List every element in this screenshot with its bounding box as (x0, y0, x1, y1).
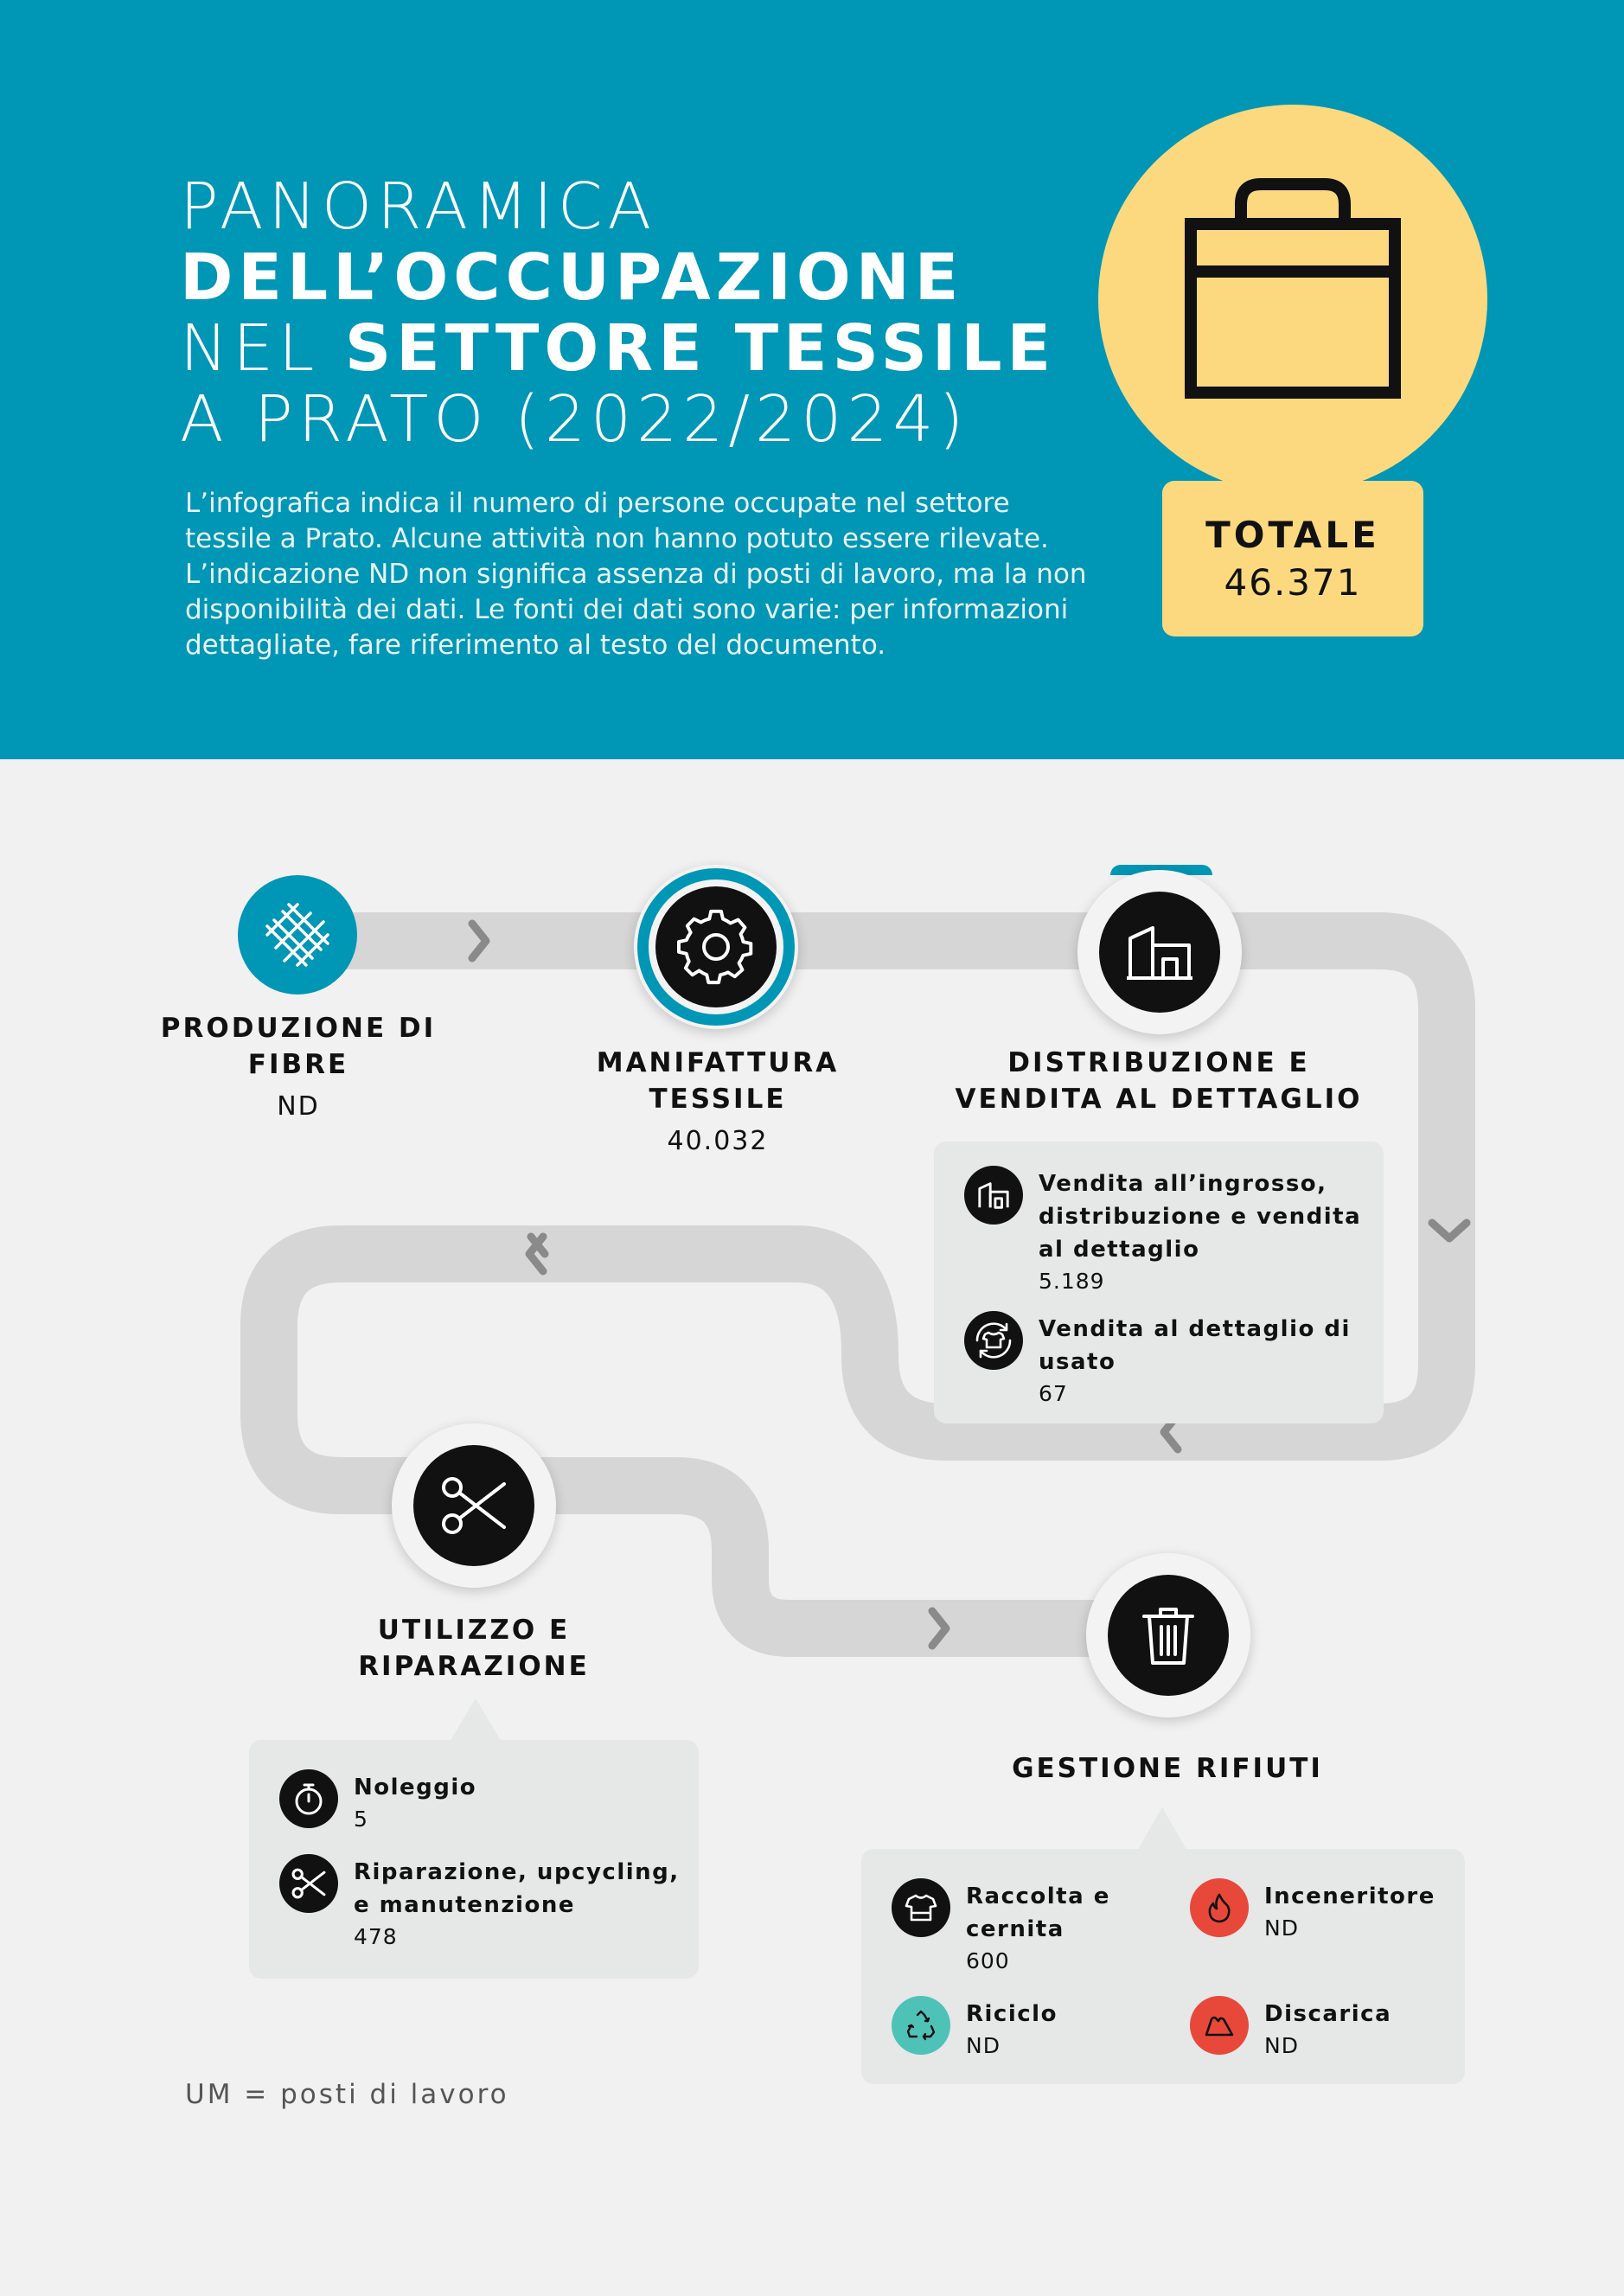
stage-manifattura-value: 40.032 (667, 1126, 769, 1156)
stage-distribuzione-label-line: VENDITA AL DETTAGLIO (955, 1084, 1363, 1115)
distribuzione-item-text (1039, 1167, 1367, 1297)
item-value: 478 (354, 1924, 398, 1949)
flame-icon (1190, 1878, 1249, 1937)
rifiuti-item-text (966, 1998, 1173, 2062)
item-value: 67 (1039, 1381, 1068, 1406)
stage-distribuzione-label (934, 1045, 1384, 1117)
item-label: distribuzione e vendita (1039, 1204, 1362, 1230)
item-label: Vendita all’ingrosso, (1039, 1171, 1327, 1197)
title-line-2: DELL’OCCUPAZIONE (180, 240, 964, 315)
distribuzione-card (934, 1142, 1384, 1423)
item-label: usato (1039, 1349, 1116, 1375)
rifiuti-item-text (1264, 1880, 1463, 1944)
utilizzo-item-text (354, 1771, 682, 1835)
rifiuti-item-text (966, 1880, 1173, 1977)
shirt-collect-icon (892, 1878, 950, 1937)
rifiuti-card (861, 1849, 1465, 2084)
item-label: Vendita al dettaglio di (1039, 1316, 1351, 1342)
stage-fibre-value: ND (277, 1091, 320, 1122)
item-value: 5.189 (1039, 1269, 1105, 1294)
stage-utilizzo-node (392, 1423, 556, 1588)
title-line-3-bold: SETTORE TESSILE (344, 311, 1057, 386)
item-value: ND (966, 2033, 1001, 2058)
item-label: Inceneritore (1264, 1883, 1435, 1909)
store-buildings-icon (1123, 916, 1196, 988)
title-line-1: PANORAMICA (180, 169, 657, 244)
scissors-icon (437, 1468, 511, 1543)
title-line-4: A PRATO (2022/2024) (180, 382, 969, 457)
recycle-icon (892, 1996, 950, 2055)
callout-pointer (450, 1698, 502, 1742)
stage-utilizzo-label-line: RIPARAZIONE (358, 1651, 590, 1682)
item-label: Noleggio (354, 1775, 477, 1800)
item-label: Raccolta e (966, 1883, 1110, 1909)
stage-fibre-label-line: PRODUZIONE DI (160, 1013, 437, 1044)
stage-manifattura-inner (655, 886, 777, 1007)
item-value: 600 (966, 1948, 1010, 1973)
stopwatch-icon (279, 1769, 338, 1828)
stage-distribuzione-inner (1099, 892, 1220, 1013)
distribuzione-item-text (1039, 1313, 1367, 1410)
stage-rifiuti-node (1086, 1553, 1250, 1717)
title-line-3-light: NEL (180, 311, 345, 386)
item-label: Riparazione, upcycling, (354, 1859, 680, 1885)
item-label: cernita (966, 1916, 1065, 1942)
store-buildings-icon (964, 1166, 1023, 1225)
intro-line: L’indicazione ND non significa assenza di posti di lavoro, ma la non (185, 559, 1087, 590)
stage-manifattura-node (634, 865, 798, 1029)
landfill-icon (1190, 1996, 1249, 2055)
item-label: e manutenzione (354, 1892, 575, 1918)
stage-utilizzo-label (301, 1612, 647, 1685)
stage-fibre-label (138, 1010, 458, 1083)
stage-fibre-node (238, 875, 357, 995)
stage-distribuzione-label-line: DISTRIBUZIONE E (1007, 1047, 1310, 1078)
shirt-cycle-icon (964, 1311, 1023, 1370)
intro-line: tessile a Prato. Alcune attività non hanno potuto essere rilevate. (185, 523, 1049, 554)
trash-bin-icon (1132, 1599, 1205, 1672)
scissors-icon (279, 1854, 338, 1913)
intro-line: L’infografica indica il numero di persone occupate nel settore (185, 488, 1010, 519)
intro-line: dettagliate, fare riferimento al testo del documento. (185, 630, 886, 661)
stage-manifattura-label (553, 1045, 882, 1117)
stage-rifiuti-label-line: GESTIONE RIFIUTI (1012, 1753, 1323, 1784)
stage-rifiuti-label (951, 1750, 1384, 1787)
stage-fibre-label-line: FIBRE (247, 1049, 349, 1080)
stage-utilizzo-inner (413, 1445, 534, 1566)
gear-icon (677, 908, 755, 986)
stage-rifiuti-inner (1108, 1575, 1229, 1696)
item-value: ND (1264, 2033, 1299, 2058)
intro-line: disponibilità dei dati. Le fonti dei dati sono varie: per informazioni (185, 594, 1069, 625)
utilizzo-item-text (354, 1856, 700, 1953)
stage-manifattura-ring (637, 868, 795, 1026)
item-value: 5 (354, 1807, 368, 1832)
item-value: ND (1264, 1915, 1299, 1941)
item-label: al dettaglio (1039, 1237, 1200, 1263)
stage-manifattura-label-line: TESSILE (649, 1084, 787, 1115)
stage-utilizzo-label-line: UTILIZZO E (377, 1615, 571, 1646)
total-label: TOTALE (1205, 514, 1380, 556)
fibre-weave-icon (250, 887, 345, 982)
stage-manifattura-label-line: MANIFATTURA (596, 1047, 840, 1078)
callout-pointer (1136, 1807, 1188, 1852)
item-label: Discarica (1264, 2001, 1392, 2027)
stage-distribuzione-node (1077, 870, 1242, 1034)
total-value: 46.371 (1224, 561, 1362, 604)
utilizzo-card (249, 1740, 699, 1979)
stage-manifattura-ring-gap (649, 879, 783, 1014)
rifiuti-item-text (1264, 1998, 1463, 2062)
footer-note: UM = posti di lavoro (185, 2079, 509, 2110)
item-label: Riciclo (966, 2001, 1058, 2027)
